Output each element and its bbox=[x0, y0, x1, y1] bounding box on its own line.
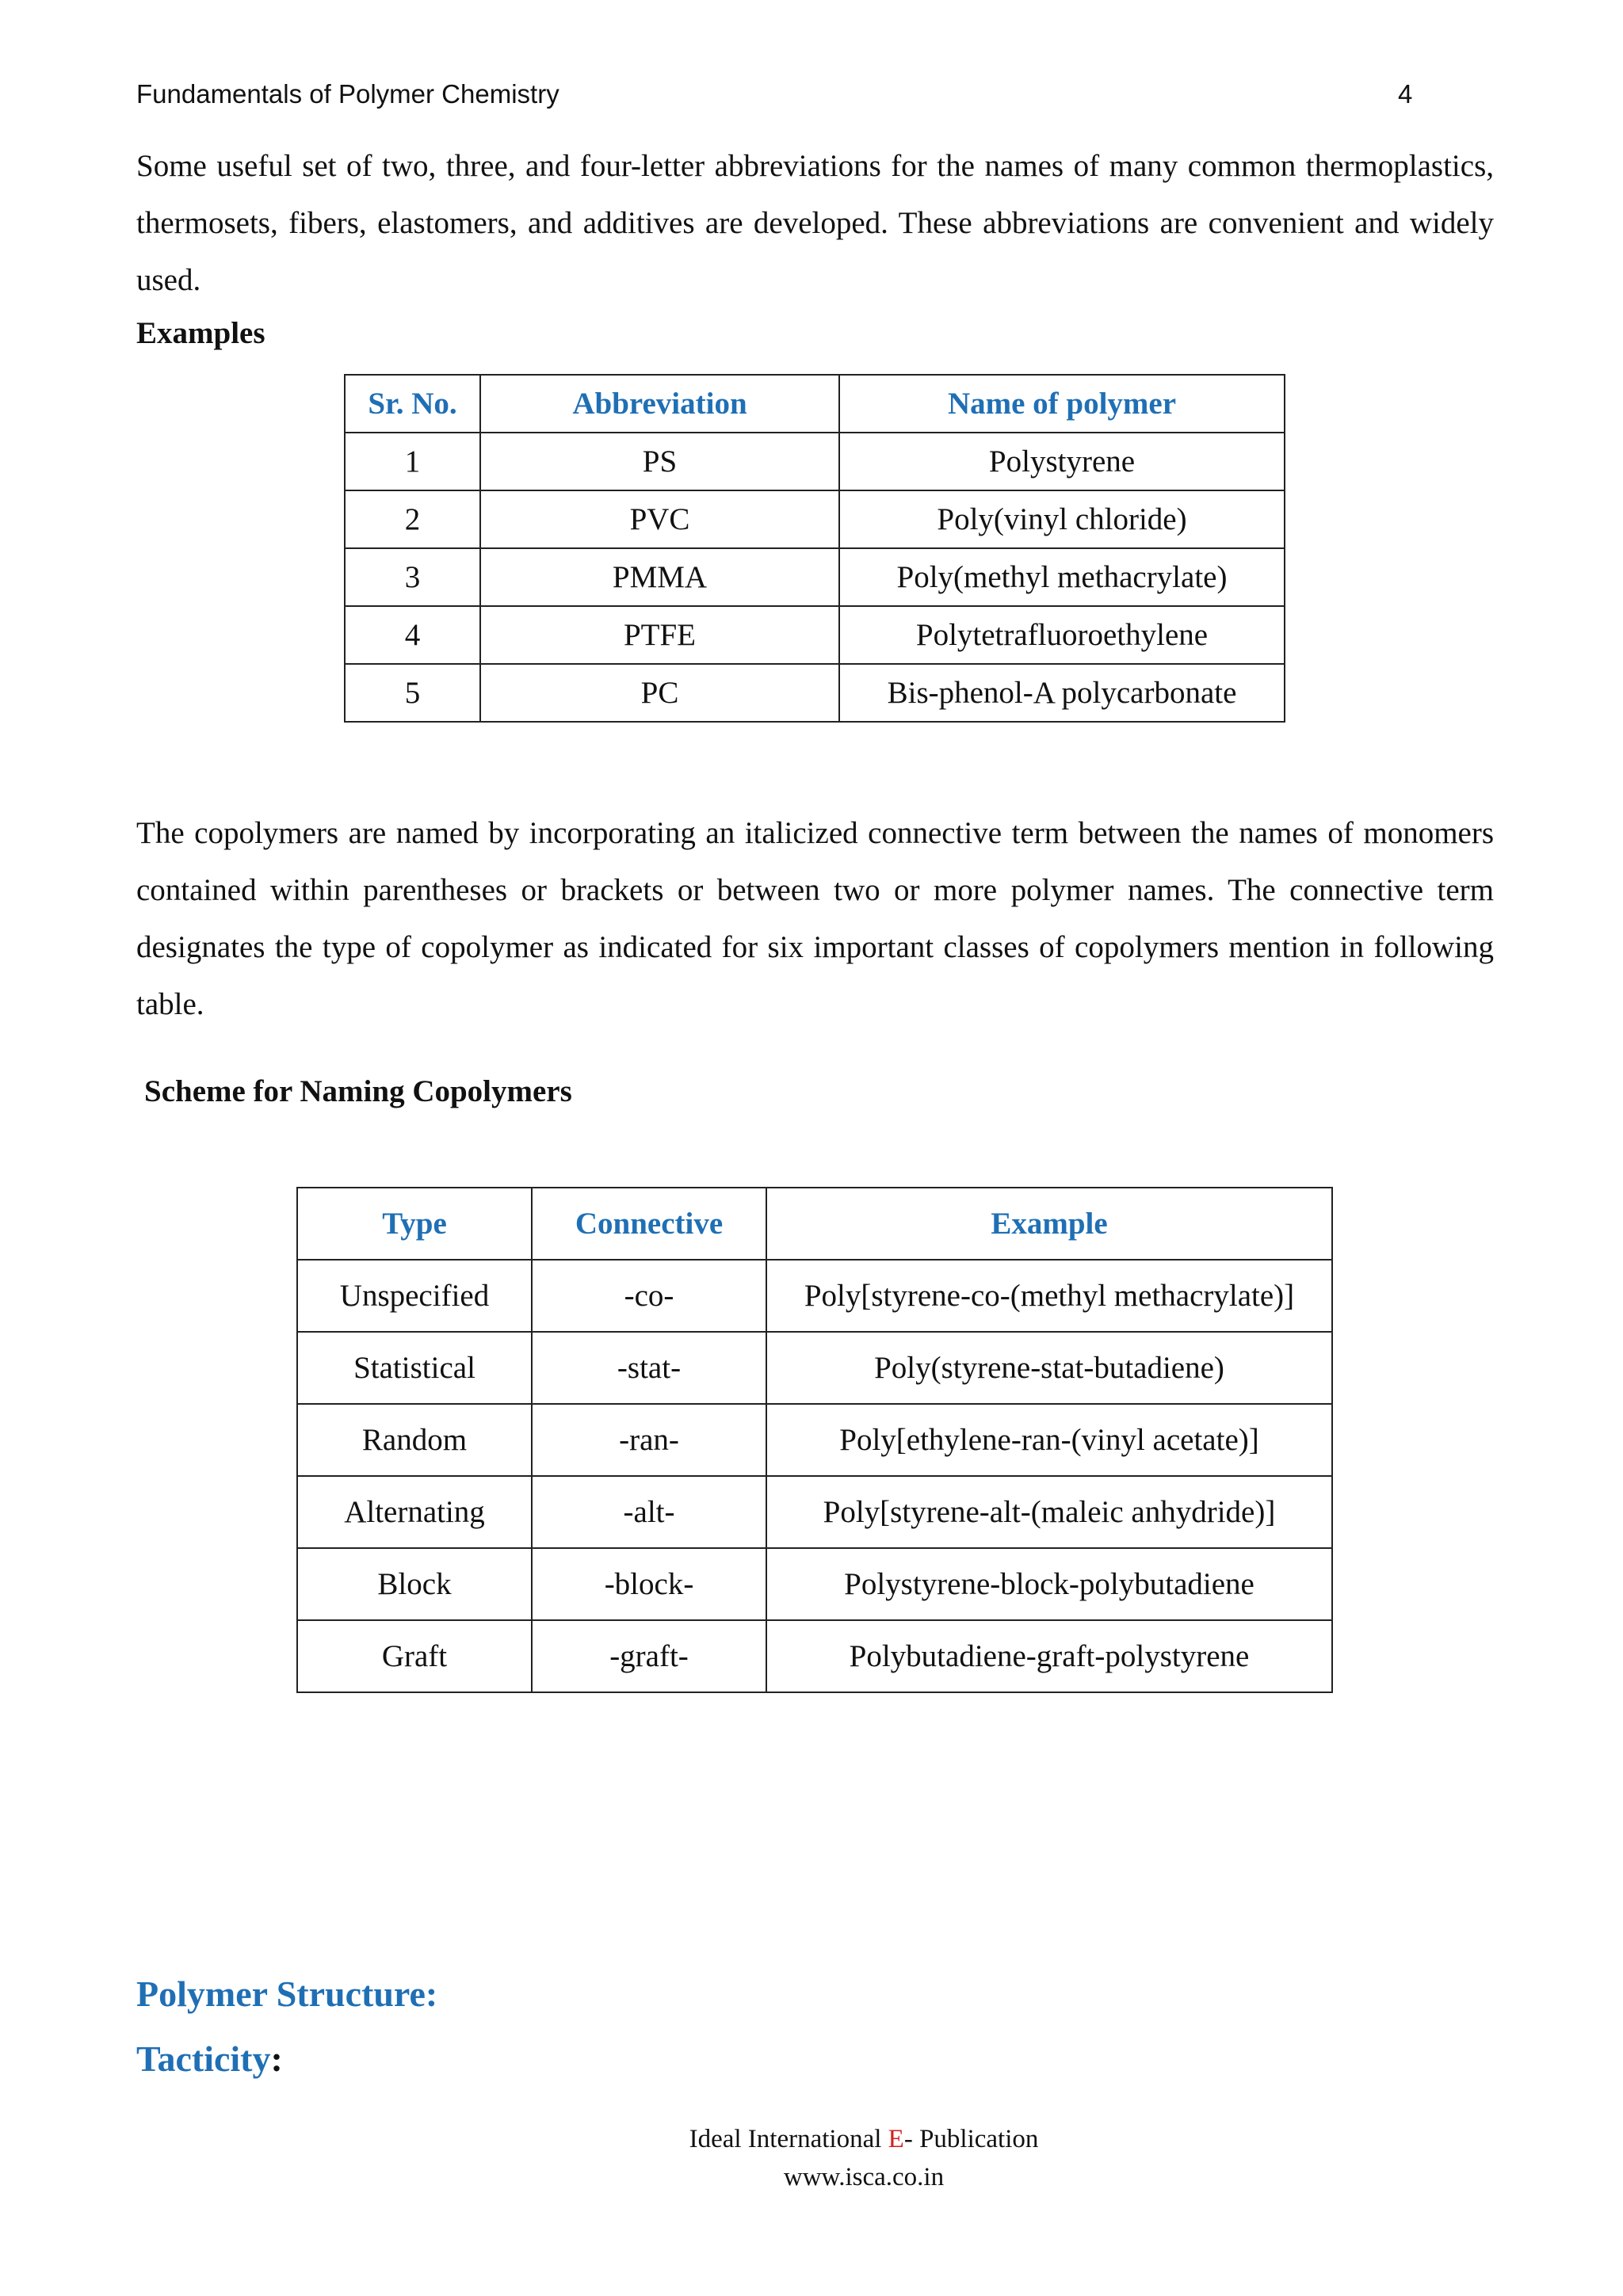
table-cell: -co- bbox=[532, 1260, 766, 1332]
table-cell: PC bbox=[480, 664, 839, 722]
table-cell: -alt- bbox=[532, 1476, 766, 1548]
table-cell: PMMA bbox=[480, 548, 839, 606]
table-row bbox=[345, 433, 1285, 490]
table-cell: 3 bbox=[345, 548, 480, 606]
table-cell: Poly[ethylene-ran-(vinyl acetate)] bbox=[766, 1404, 1332, 1476]
table-cell: Graft bbox=[297, 1620, 532, 1692]
table-cell: Polybutadiene-graft-polystyrene bbox=[766, 1620, 1332, 1692]
tacticity-heading bbox=[136, 2038, 283, 2080]
table-cell: 1 bbox=[345, 433, 480, 490]
tacticity-heading-text: Tacticity bbox=[136, 2039, 271, 2079]
table-cell: -stat- bbox=[532, 1332, 766, 1404]
table-cell: Random bbox=[297, 1404, 532, 1476]
publisher-suffix: - Publication bbox=[903, 2125, 1039, 2153]
table-header-row bbox=[297, 1188, 1332, 1260]
table-row bbox=[297, 1332, 1332, 1404]
table-cell: Polytetrafluoroethylene bbox=[839, 606, 1285, 664]
intro-paragraph: Some useful set of two, three, and four-letter abbreviations for the names of many common thermoplastics, thermosets, fibers, elastomers, and additives are developed. These abbreviations are convenient and widely used. bbox=[136, 149, 1494, 297]
table-cell: 4 bbox=[345, 606, 480, 664]
table-cell: -block- bbox=[532, 1548, 766, 1620]
table-row bbox=[345, 490, 1285, 548]
table-cell: Unspecified bbox=[297, 1260, 532, 1332]
table-row bbox=[297, 1548, 1332, 1620]
examples-heading: Examples bbox=[136, 316, 265, 350]
copolymer-paragraph: The copolymers are named by incorporating an italicized connective term between the names of monomers contained within parentheses or brackets or between two or more polymer names. The connective term designates the type of copolymer as indicated for six important classes of copolymers mention in following table. bbox=[136, 816, 1494, 1021]
table-header-cell: Name of polymer bbox=[839, 375, 1285, 433]
publisher-e: E bbox=[888, 2125, 904, 2153]
table-header-row bbox=[345, 375, 1285, 433]
table-header-cell: Sr. No. bbox=[345, 375, 480, 433]
table-cell: Polystyrene bbox=[839, 433, 1285, 490]
table-cell: -graft- bbox=[532, 1620, 766, 1692]
table-cell: Block bbox=[297, 1548, 532, 1620]
table-cell: 2 bbox=[345, 490, 480, 548]
publisher-prefix: Ideal International bbox=[689, 2125, 888, 2153]
page-number: 4 bbox=[1398, 79, 1413, 109]
table-header-cell: Type bbox=[297, 1188, 532, 1260]
table-header-cell: Example bbox=[766, 1188, 1332, 1260]
scheme-heading: Scheme for Naming Copolymers bbox=[144, 1074, 572, 1108]
table-cell: Statistical bbox=[297, 1332, 532, 1404]
table-cell: Alternating bbox=[297, 1476, 532, 1548]
table-cell: 5 bbox=[345, 664, 480, 722]
table-row bbox=[345, 664, 1285, 722]
table-row bbox=[297, 1620, 1332, 1692]
table-cell: PVC bbox=[480, 490, 839, 548]
table-row bbox=[297, 1476, 1332, 1548]
abbreviation-table bbox=[344, 374, 1285, 723]
table-header-cell: Abbreviation bbox=[480, 375, 839, 433]
running-title: Fundamentals of Polymer Chemistry bbox=[136, 79, 559, 109]
table-cell: Poly(vinyl chloride) bbox=[839, 490, 1285, 548]
table-cell: PTFE bbox=[480, 606, 839, 664]
table-cell: Poly[styrene-alt-(maleic anhydride)] bbox=[766, 1476, 1332, 1548]
footer-website: www.isca.co.in bbox=[783, 2163, 945, 2191]
table-cell: Bis-phenol-A polycarbonate bbox=[839, 664, 1285, 722]
tacticity-colon: : bbox=[270, 2039, 283, 2079]
table-row bbox=[345, 606, 1285, 664]
table-cell: PS bbox=[480, 433, 839, 490]
table-cell: -ran- bbox=[532, 1404, 766, 1476]
table-cell: Polystyrene-block-polybutadiene bbox=[766, 1548, 1332, 1620]
table-row bbox=[297, 1404, 1332, 1476]
table-row bbox=[345, 548, 1285, 606]
table-row bbox=[297, 1260, 1332, 1332]
table-cell: Poly[styrene-co-(methyl methacrylate)] bbox=[766, 1260, 1332, 1332]
copolymer-naming-table bbox=[296, 1187, 1333, 1693]
polymer-structure-heading: Polymer Structure: bbox=[136, 1974, 438, 2014]
table-header-cell: Connective bbox=[532, 1188, 766, 1260]
table-cell: Poly(methyl methacrylate) bbox=[839, 548, 1285, 606]
table-cell: Poly(styrene-stat-butadiene) bbox=[766, 1332, 1332, 1404]
footer-publisher bbox=[0, 2120, 1623, 2158]
